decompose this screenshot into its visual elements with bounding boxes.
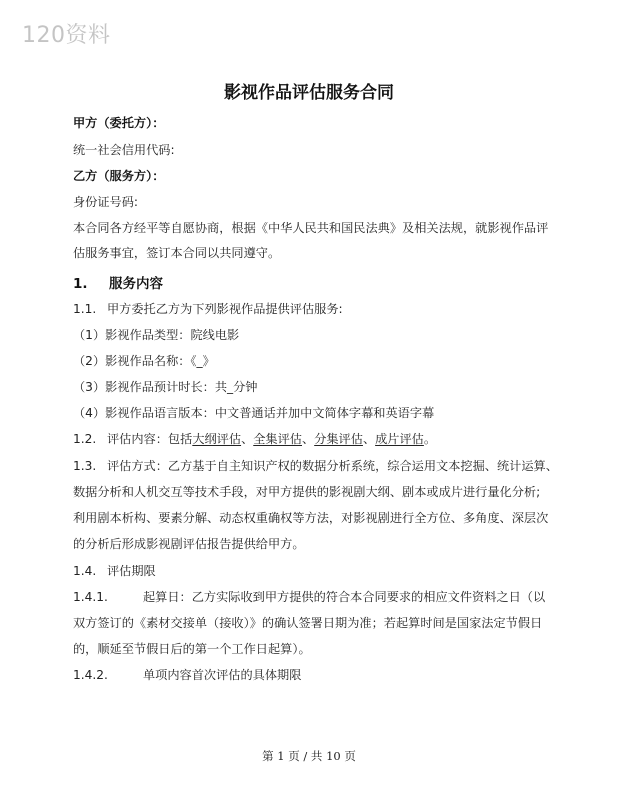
preamble-line-2: 估服务事宜，签订本合同以共同遵守。	[73, 246, 281, 260]
clause-1-3-line-2: 数据分析和人机交互等技术手段，对甲方提供的影视剧大纲、剧本或成片进行量化分析;	[73, 485, 541, 499]
clause-1-4-2	[73, 666, 301, 683]
separator: 、	[241, 432, 254, 446]
party-a-label: 甲方（委托方）：	[73, 116, 165, 130]
clause-1-3-line-3: 利用剧本析构、要素分解、动态权重确权等方法，对影视剧进行全方位、多角度、深层次	[73, 511, 549, 525]
section-number: 1.	[73, 276, 88, 292]
assessment-type: 分集评估	[314, 432, 363, 446]
credit-code-label: 统一社会信用代码:	[73, 143, 175, 157]
clause-1-4-1-line-3: 的，顺延至节假日后的第一个工作日起算）。	[73, 642, 311, 656]
clause-prefix: 评估内容：包括	[107, 432, 193, 446]
document-title: 影视作品评估服务合同	[224, 83, 394, 103]
clause-1-4-1-line-2: 双方签订的《素材交接单（接收）》的确认签署日期为准；若起算时间是国家法定节假日	[73, 616, 543, 630]
assessment-type: 大纲评估	[192, 432, 242, 446]
item-3: （3）影视作品预计时长：共_分钟	[73, 380, 258, 394]
clause-1-3-line-4: 的分析后形成影视剧评估报告提供给甲方。	[73, 537, 305, 551]
clause-1-4	[73, 562, 156, 579]
assessment-type: 全集评估	[253, 432, 302, 446]
page-footer: 第 1 页 / 共 10 页	[262, 749, 356, 763]
clause-number: 1.4.2.	[73, 668, 108, 682]
item-2: （2）影视作品名称：《_》	[73, 354, 215, 368]
clause-number: 1.4.	[73, 564, 97, 578]
clause-text: 评估方式：乙方基于自主知识产权的数据分析系统，综合运用文本挖掘、统计运算、	[107, 459, 558, 473]
section-1-heading	[73, 272, 163, 292]
separator: 、	[362, 432, 376, 446]
clause-number: 1.3.	[73, 459, 97, 473]
clause-1-3-line-1	[73, 457, 558, 474]
assessment-type: 成片评估	[375, 432, 424, 446]
clause-text: 甲方委托乙方为下列影视作品提供评估服务:	[107, 302, 343, 316]
item-4: （4）影视作品语言版本：中文普通话并加中文简体字幕和英语字幕	[73, 406, 435, 420]
watermark: 120资料	[22, 23, 111, 48]
clause-1-1	[73, 300, 343, 317]
clause-text: 评估期限	[107, 564, 156, 578]
clause-text: 单项内容首次评估的具体期限	[143, 668, 302, 682]
clause-1-4-1-line-1	[73, 588, 545, 605]
clause-text: 起算日：乙方实际收到甲方提供的符合本合同要求的相应文件资料之日（以	[143, 590, 546, 604]
clause-number: 1.1.	[73, 302, 97, 316]
party-b-label: 乙方（服务方）：	[73, 169, 165, 183]
separator: 、	[302, 432, 315, 446]
item-1: （1）影视作品类型：院线电影	[73, 328, 240, 342]
id-number-label: 身份证号码:	[73, 195, 139, 209]
clause-suffix: 。	[423, 432, 437, 446]
section-title: 服务内容	[109, 276, 163, 292]
preamble-line-1: 本合同各方经平等自愿协商，根据《中华人民共和国民法典》及相关法规，就影视作品评	[73, 221, 549, 235]
clause-1-2	[73, 430, 436, 447]
clause-number: 1.4.1.	[73, 590, 108, 604]
clause-number: 1.2.	[73, 432, 97, 446]
